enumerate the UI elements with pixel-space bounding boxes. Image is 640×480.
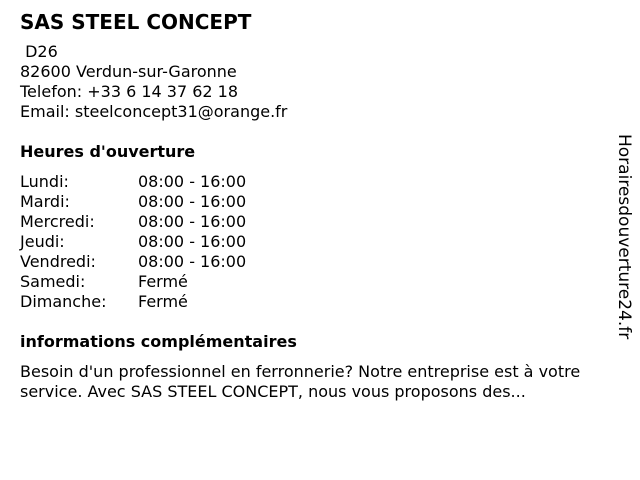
hours-day: Mardi: — [20, 192, 70, 211]
hours-time: 08:00 - 16:00 — [138, 212, 247, 231]
hours-day: Vendredi: — [20, 252, 96, 271]
hours-row — [20, 212, 610, 232]
address-line1: D26 — [20, 42, 58, 61]
hours-time: 08:00 - 16:00 — [138, 252, 247, 271]
hours-table — [20, 172, 610, 312]
email-line: Email: steelconcept31@orange.fr — [20, 102, 288, 121]
watermark-text: Horairesdouverture24.fr — [614, 134, 634, 340]
hours-time: 08:00 - 16:00 — [138, 172, 247, 191]
business-name: SAS STEEL CONCEPT — [20, 10, 252, 34]
address-line2: 82600 Verdun-sur-Garonne — [20, 62, 237, 81]
hours-day: Mercredi: — [20, 212, 95, 231]
hours-row — [20, 252, 610, 272]
business-card — [20, 10, 610, 402]
hours-row — [20, 172, 610, 192]
hours-row — [20, 232, 610, 252]
hours-day: Lundi: — [20, 172, 69, 191]
hours-row — [20, 272, 610, 292]
address-block — [20, 42, 610, 122]
info-title: informations complémentaires — [20, 332, 297, 351]
hours-day: Jeudi: — [20, 232, 65, 251]
hours-title: Heures d'ouverture — [20, 142, 196, 161]
info-text: Besoin d'un professionnel en ferronnerie? Notre entreprise est à votre service. Avec SAS STEEL CONCEPT, nous vous proposons des... — [20, 362, 581, 401]
hours-row — [20, 292, 610, 312]
hours-time: 08:00 - 16:00 — [138, 232, 247, 251]
hours-day: Dimanche: — [20, 292, 107, 311]
hours-time: Fermé — [138, 272, 188, 291]
hours-day: Samedi: — [20, 272, 86, 291]
hours-time: 08:00 - 16:00 — [138, 192, 247, 211]
hours-time: Fermé — [138, 292, 188, 311]
hours-row — [20, 192, 610, 212]
phone-line: Telefon: +33 6 14 37 62 18 — [20, 82, 239, 101]
